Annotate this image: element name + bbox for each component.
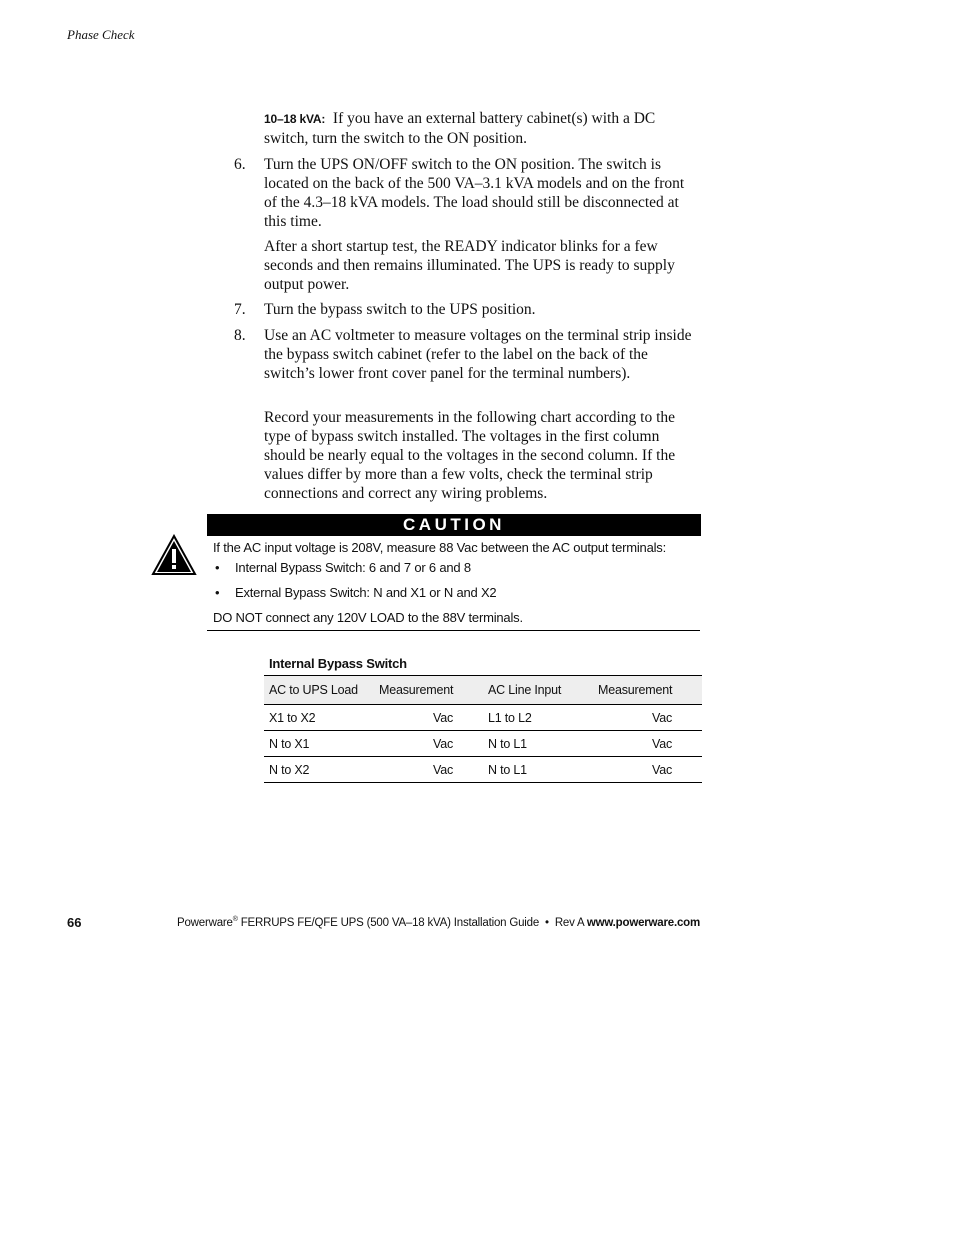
step-6-followup — [264, 237, 700, 294]
column-header: Measurement — [593, 676, 702, 705]
step-6 — [234, 155, 700, 231]
kva-note-label: 10–18 kVA: — [264, 112, 326, 126]
table-cell: N to X2 — [264, 757, 374, 783]
table-title: Internal Bypass Switch — [269, 656, 407, 671]
footer-guide-title: FERRUPS FE/QFE UPS (500 VA–18 kVA) Installation Guide • Rev A — [237, 916, 587, 929]
footer-text — [177, 916, 700, 929]
column-header: AC Line Input — [483, 676, 593, 705]
page-number: 66 — [67, 915, 82, 930]
caution-bullet: Internal Bypass Switch: 6 and 7 or 6 and 8 — [235, 560, 471, 575]
table-cell: N to L1 — [483, 731, 593, 757]
registered-mark: ® — [232, 916, 238, 923]
step-number: 8. — [234, 327, 246, 344]
footer-brand: Powerware — [177, 916, 233, 929]
caution-note: DO NOT connect any 120V LOAD to the 88V terminals. — [213, 610, 523, 625]
caution-intro: If the AC input voltage is 208V, measure 88 Vac between the AC output terminals: — [213, 540, 667, 555]
step-8 — [234, 326, 700, 383]
table-cell: L1 to L2 — [483, 705, 593, 731]
step-paragraph: Record your measurements in the following chart according to the type of bypass switch installed. The voltages in the first column should be nearly equal to the voltages in the second column. If the values differ by more than a few volts, check the terminal strip connections and correct any wiring problems. — [264, 409, 676, 502]
step-number: 6. — [234, 156, 246, 173]
step-8-followup — [264, 408, 700, 503]
kva-note — [264, 109, 700, 148]
kva-note-text: If you have an external battery cabinet(s) with a DC switch, turn the switch to the ON position. — [264, 110, 656, 147]
footer-url: www.powerware.com — [586, 916, 700, 929]
column-header: Measurement — [374, 676, 483, 705]
table-cell: Vac — [593, 705, 702, 731]
table-header-row — [264, 676, 702, 705]
caution-divider — [207, 630, 700, 631]
table-cell: X1 to X2 — [264, 705, 374, 731]
bullet-marker: • — [215, 560, 220, 575]
table-cell: Vac — [593, 757, 702, 783]
step-paragraph: After a short startup test, the READY indicator blinks for a few seconds and then remains illuminated. The UPS is ready to supply output power. — [264, 238, 675, 293]
running-head: Phase Check — [67, 27, 135, 42]
table-cell: Vac — [374, 757, 483, 783]
caution-bullet: External Bypass Switch: N and X1 or N and X2 — [235, 585, 497, 600]
table-row — [264, 705, 702, 731]
table-cell: N to L1 — [483, 757, 593, 783]
table-cell: Vac — [593, 731, 702, 757]
table-row — [264, 757, 702, 783]
step-paragraph: Turn the bypass switch to the UPS position. — [264, 301, 536, 318]
table-row — [264, 731, 702, 757]
table-cell: Vac — [374, 731, 483, 757]
table-cell: Vac — [374, 705, 483, 731]
column-header: AC to UPS Load — [264, 676, 374, 705]
caution-title: CAUTION — [207, 514, 701, 536]
table-cell: N to X1 — [264, 731, 374, 757]
bypass-measurement-table — [264, 675, 702, 783]
step-7 — [234, 300, 700, 319]
step-number: 7. — [234, 301, 246, 318]
bullet-marker: • — [215, 585, 220, 600]
warning-triangle-icon — [151, 534, 197, 576]
step-paragraph: Turn the UPS ON/OFF switch to the ON position. The switch is located on the back of the 500 VA–3.1 kVA models and on the front of the 4.3–18 kVA models. The load should still be disconnected at this time. — [264, 156, 685, 230]
step-paragraph: Use an AC voltmeter to measure voltages on the terminal strip inside the bypass switch cabinet (refer to the label on the back of the switch’s lower front cover panel for the terminal numbers). — [264, 327, 692, 382]
